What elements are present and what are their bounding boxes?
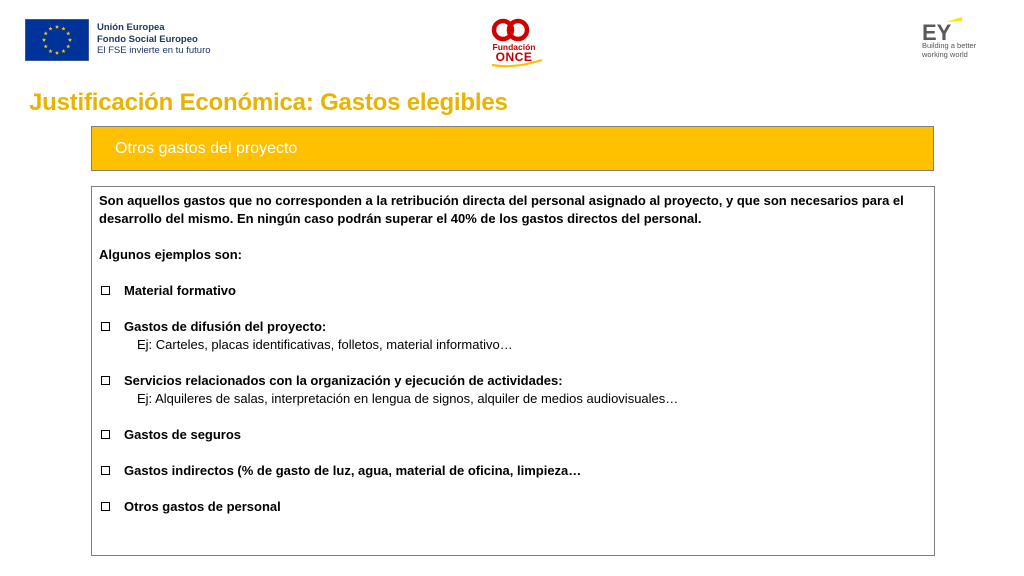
fundacion-label: Fundación <box>492 42 536 52</box>
eu-name: Unión Europea <box>97 22 165 33</box>
section-title: Otros gastos del proyecto <box>115 140 298 157</box>
eu-fund-name: Fondo Social Europeo <box>97 33 198 45</box>
list-item-label: Gastos de difusión del proyecto: <box>124 319 327 334</box>
list-item-label: Servicios relacionados con la organización y ejecución de actividades: <box>124 373 563 388</box>
list-item <box>99 462 926 480</box>
list-item <box>99 498 926 516</box>
list-item-example: Ej: Carteles, placas identificativas, folletos, material informativo… <box>137 337 513 352</box>
checkbox-bullet-icon <box>101 286 110 295</box>
intro-text: Son aquellos gastos que no corresponden a la retribución directa del personal asignado al proyecto, y que son necesarios para el desarrollo del mismo. En ningún caso podrán superar el 40% de los gastos directos del personal. <box>99 193 904 226</box>
ey-tagline <box>922 42 992 59</box>
eu-slogan: El FSE invierte en tu futuro <box>97 45 211 56</box>
fundacion-once-wordmark <box>478 42 550 62</box>
eu-logo <box>25 19 211 61</box>
svg-text:EY: EY <box>922 20 952 41</box>
checkbox-bullet-icon <box>101 376 110 385</box>
eu-flag-icon <box>25 19 89 61</box>
ey-tagline-line2: working world <box>922 49 968 59</box>
ey-logo <box>922 17 992 59</box>
section-header <box>91 126 934 171</box>
checkbox-bullet-icon <box>101 466 110 475</box>
ey-logo-icon <box>922 17 962 41</box>
page-title: Justificación Económica: Gastos elegibles <box>29 89 508 116</box>
ey-tagline-line1: Building a better <box>922 41 977 50</box>
once-label: ONCE <box>495 50 533 64</box>
checkbox-bullet-icon <box>101 322 110 331</box>
list-item-example: Ej: Alquileres de salas, interpretación en lengua de signos, alquiler de medios audiovisuales… <box>137 391 679 406</box>
examples-heading: Algunos ejemplos son: <box>99 247 243 262</box>
list-item-label: Material formativo <box>124 283 236 298</box>
checkbox-bullet-icon <box>101 430 110 439</box>
eu-text <box>97 22 211 57</box>
list-item <box>99 282 926 300</box>
list-item <box>99 372 926 390</box>
list-item-label: Gastos de seguros <box>124 427 242 442</box>
content-box <box>91 186 935 556</box>
checkbox-bullet-icon <box>101 502 110 511</box>
list-item-label: Otros gastos de personal <box>124 499 281 514</box>
list-item <box>99 318 926 336</box>
list-item <box>99 426 926 444</box>
list-item-label: Gastos indirectos (% de gasto de luz, agua, material de oficina, limpieza… <box>124 463 582 478</box>
